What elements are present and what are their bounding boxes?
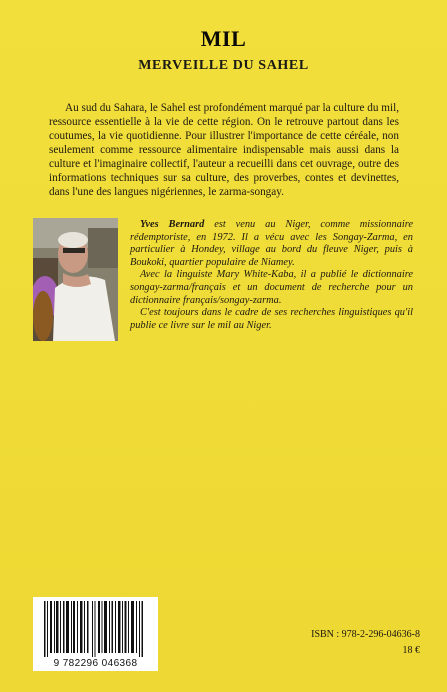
barcode-bars — [33, 597, 158, 657]
price-label: 18 € — [402, 645, 420, 656]
bio-paragraph-2: Avec la linguiste Mary White-Kaba, il a publié le dictionnaire songay-zarma/français et un document de recherche pour un dictionnaire français/songay-zarma. — [130, 269, 413, 306]
bio-paragraph-3: C'est toujours dans le cadre de ses recherches linguistiques qu'il publie ce livre sur le mil au Niger. — [130, 307, 413, 331]
author-photo — [33, 218, 118, 341]
bio-text-1: est venu au Niger, comme missionnaire rédemptoriste, en 1972. Il a vécu avec les Songay-Zarma, en particulier à Hondey, village au bord du fleuve Niger, puis à Boukoki, quartier populaire de Niamey. — [130, 219, 413, 268]
bio-paragraph-1 — [130, 219, 413, 269]
barcode-number: 9 782296 046368 — [53, 658, 138, 669]
book-subtitle: MERVEILLE DU SAHEL — [138, 58, 309, 73]
book-title: MIL — [200, 26, 247, 51]
intro-paragraph: Au sud du Sahara, le Sahel est profondément marqué par la culture du mil, ressource essentielle à la vie de cette région. On le retrouve partout dans les coutumes, la vie quotidienne. Pour illustrer l'importance de cette céréale, non seulement comme ressource alimentaire indispensable mais aussi dans la culture et l'imaginaire collectif, l'auteur a recueilli dans cet ouvrage, outre des informations techniques sur sa culture, des proverbes, contes et devinettes, dans l'une des langues nigériennes, le zarma-songay. — [49, 102, 399, 198]
barcode — [33, 597, 158, 671]
author-name: Yves Bernard — [140, 219, 205, 230]
isbn-label: ISBN : 978-2-296-04636-8 — [311, 629, 420, 640]
author-photo-image — [33, 218, 118, 341]
author-bio — [130, 219, 413, 332]
